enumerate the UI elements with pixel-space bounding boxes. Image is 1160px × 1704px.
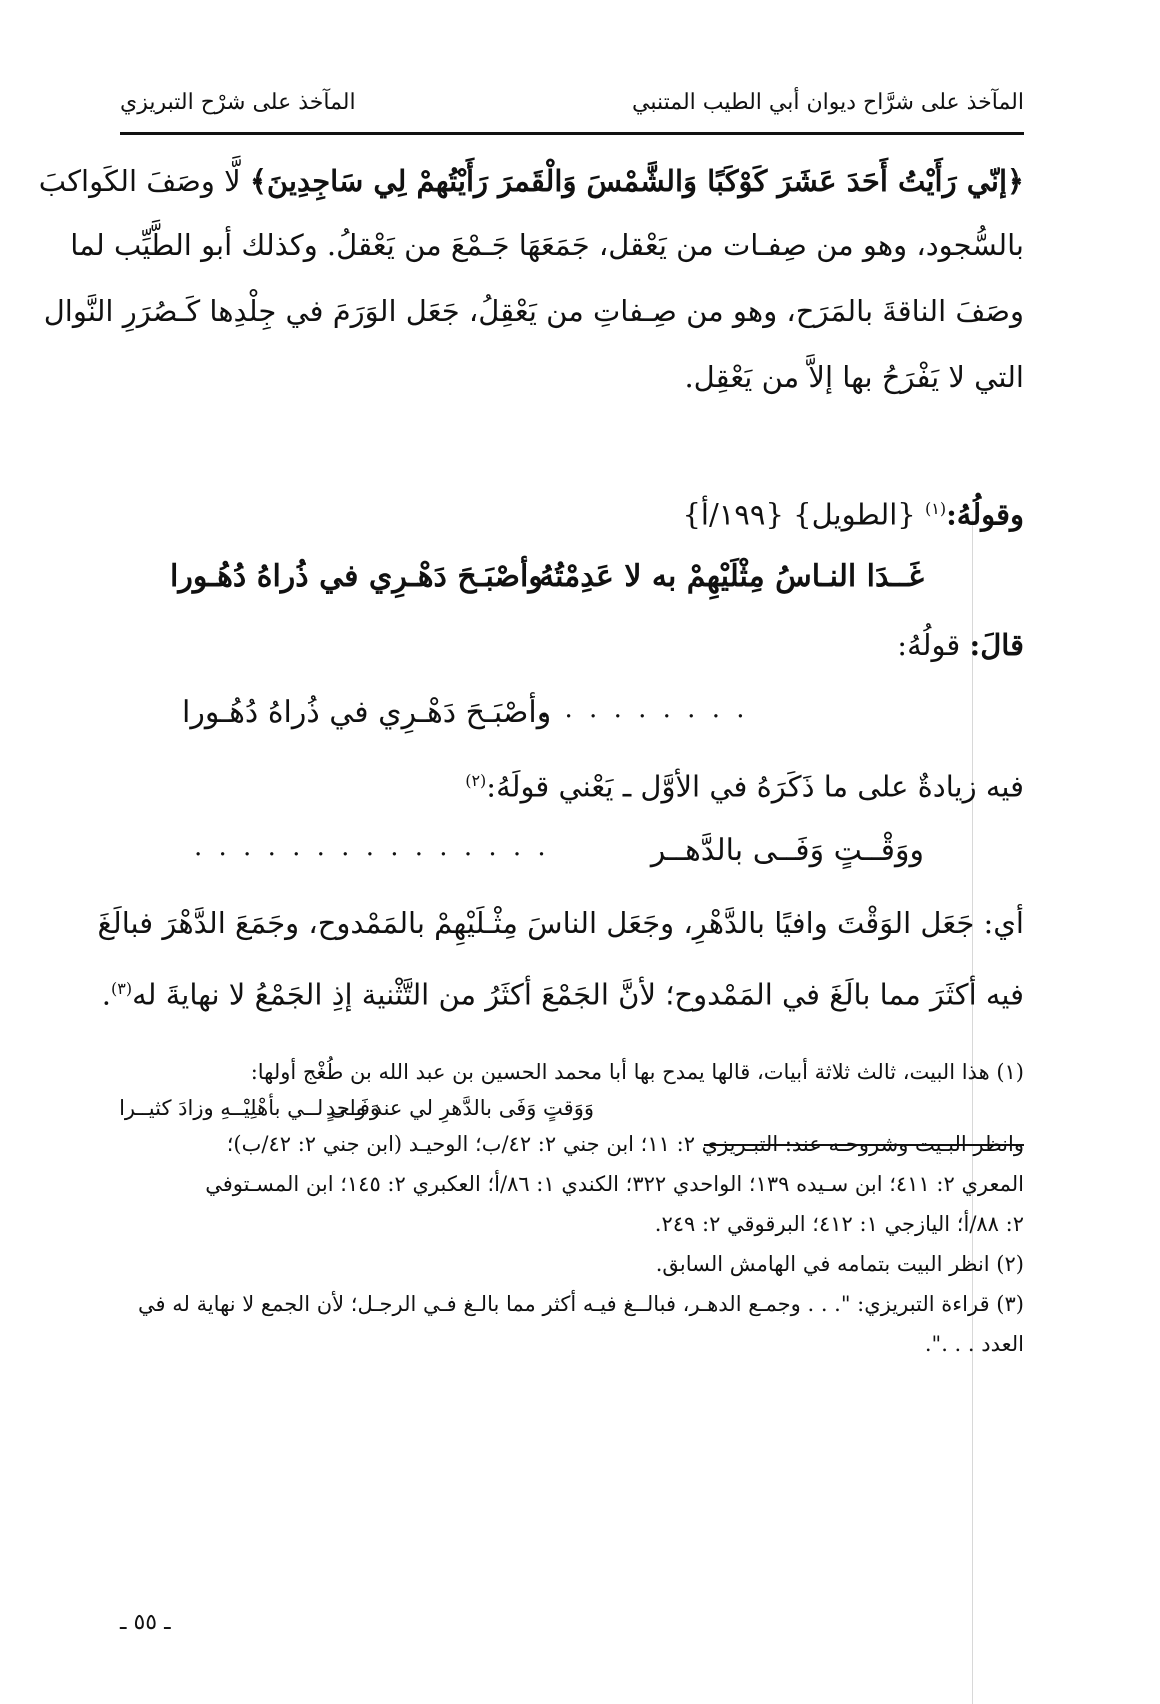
quote-ellipsis: . . . . . . . . . (540, 694, 749, 724)
qala-line (897, 626, 1024, 664)
footnote-ref-1: (١) (924, 499, 947, 518)
footnote-1-verse-b: وَفَــى لــي بأهْلِيْــهِ وزادَ كثيــرا (119, 1096, 380, 1120)
footnote-1-line4: المعري ٢: ٤١١؛ ابن سـيده ١٣٩؛ الواحدي ٣٢٢؛ الكندي ١: ٨٦/أ؛ العكبري ٢: ١٤٥؛ ابن المسـتوفي (205, 1172, 1024, 1196)
para1-line1-rest: لَّا وصَفَ الكَواكبَ (38, 164, 241, 198)
verse-meter: {الطويل} {١٩٩/أ} (682, 497, 916, 532)
ay-line1: أي: جَعَل الوَقْتَ وافيًا بالدَّهْرِ، وجَعَل الناسَ مِثْـلَيْهِمْ بالمَمْدوح، وجَمَعَ الدَّهْرَ فبالَغَ (97, 906, 1024, 940)
waqt-hemistich: ووَقْــتٍ وَفَــى بالدَّهــر (650, 833, 924, 868)
footnote-1-verse-a: وَوَقتٍ وَفَى بالدَّهرِ لي عند واحدٍ (325, 1096, 594, 1120)
ay-line2-end: . (101, 977, 111, 1012)
para1-line2: بالسُّجود، وهو من صِفـات من يَعْقل، جَمَعَهَا جَـمْعَ من يَعْقلُ. وكذلك أبو الطَّيِّب لما (70, 228, 1024, 262)
quran-quote: ﴿إنّي رَأَيْتُ أَحَدَ عَشَرَ كَوْكَبًا وَالشَّمْسَ وَالْقَمرَ رَأَيْتُهمْ لِي سَاجِدِينَ﴾ (249, 164, 1024, 198)
scan-artifact-line (972, 520, 973, 1704)
footnote-2: (٢) انظر البيت بتمامه في الهامش السابق. (655, 1252, 1024, 1276)
ay-line2 (102, 970, 1024, 1014)
qala-label: قالَ: (969, 628, 1024, 662)
verse-first-hemistich: غَــدَا النـاسُ مِثْلَيْهِمْ به لا عَدِمْتُهُ (539, 559, 924, 594)
fihi-line (465, 762, 1024, 806)
para1-line4: التي لا يَفْرَحُ بها إلاَّ من يَعْقِل. (684, 360, 1024, 394)
verse-intro-label: وقولُهُ: (946, 497, 1024, 532)
footnote-3-line2: العدد . . .". (924, 1332, 1024, 1356)
page-number: ـ ٥٥ ـ (120, 1610, 171, 1635)
verse-second-hemistich: وأصْبَـحَ دَهْـرِي في ذُراهُ دُهُـورا (170, 559, 543, 594)
running-header (120, 90, 1024, 124)
header-book-title: المآخذ على شرَّاح ديوان أبي الطيب المتنبي (632, 90, 1024, 115)
para1-line3: وصَفَ الناقةَ بالمَرَح، وهو من صِـفاتِ من يَعْقِلُ، جَعَل الوَرَمَ في جِلْدِها كَـصُرَرِ النَّوال (43, 294, 1024, 328)
footnote-1-line3: وانظر البـيت وشروحـه عند: التبـريزي ٢: ١١؛ ابن جني ٢: ٤٢/ب؛ الوحيـد (ابن جني ٢: ٤٢/ب)؛ (226, 1132, 1024, 1156)
verse-intro (682, 490, 1024, 534)
footnote-ref-3: (٣) (111, 979, 133, 998)
footnote-1-line5: ٢: ٨٨/أ؛ اليازجي ١: ٤١٢؛ البرقوقي ٢: ٢٤٩. (654, 1212, 1024, 1236)
footnote-1-line1: (١) هذا البيت، ثالث ثلاثة أبيات، قالها يمدح بها أبا محمد الحسين بن عبد الله بن طُغْج أولها: (250, 1060, 1024, 1084)
footnote-ref-2: (٢) (465, 771, 487, 790)
para1-line1 (39, 162, 1024, 200)
header-rule (120, 132, 1024, 135)
ay-line2-text: فيه أكثَرَ مما بالَغَ في المَمْدوح؛ لأنَّ الجَمْعَ أكثَرُ من التَّثْنية إذِ الجَمْعُ لا نهايةَ له (132, 977, 1024, 1012)
fihi-text: فيه زيادةٌ على ما ذَكَرَهُ في الأوَّل ـ يَعْني قولَهُ: (486, 769, 1024, 804)
waqt-ellipsis: . . . . . . . . . . . . . . . (194, 832, 550, 862)
footnote-3-line1: (٣) قراءة التبريزي: ". . . وجمـع الدهـر، فبالــغ فيـه أكثر مما بالـغ فـي الرجـل؛ لأن الجمع لا نهاية له في (138, 1292, 1024, 1316)
quote-hemistich: وأصْبَـحَ دَهْـرِي في ذُراهُ دُهُـورا (182, 695, 552, 730)
header-chapter-title: المآخذ على شرْح التبريزي (120, 90, 356, 115)
qala-rest: قولُهُ: (897, 628, 961, 662)
